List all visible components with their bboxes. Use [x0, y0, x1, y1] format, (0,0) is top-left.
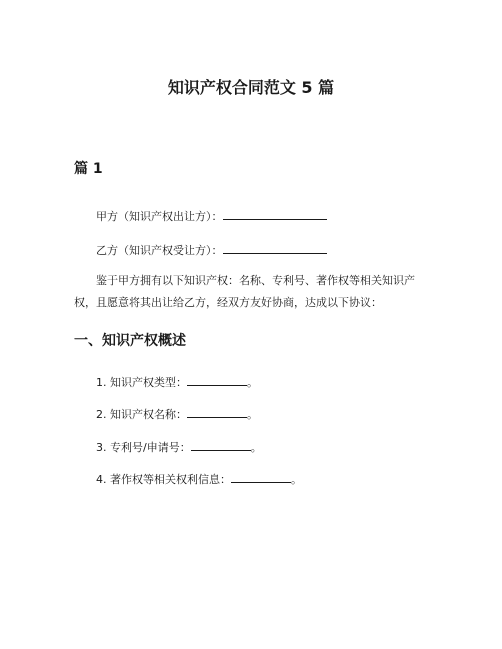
party-a-blank — [223, 209, 327, 220]
party-b-blank — [223, 243, 327, 254]
list-item-label: 1. 知识产权类型： — [96, 376, 187, 389]
list-item — [96, 440, 262, 456]
list-item-blank — [231, 472, 291, 483]
list-item — [96, 407, 258, 423]
list-item-label: 4. 著作权等相关权利信息： — [96, 473, 231, 486]
list-item — [96, 375, 258, 391]
list-item-end: 。 — [247, 376, 258, 389]
document-title: 知识产权合同范文 5 篇 — [167, 78, 335, 97]
party-a-line — [74, 206, 430, 228]
party-b-line — [74, 240, 430, 262]
list-item — [96, 472, 302, 488]
party-a-label: 甲方（知识产权出让方）： — [96, 210, 223, 223]
list-item-blank — [187, 375, 247, 386]
section-1-heading: 一、知识产权概述 — [74, 333, 186, 349]
list-item-end: 。 — [247, 408, 258, 421]
chapter-heading: 篇 1 — [74, 161, 103, 177]
intro-paragraph: 鉴于甲方拥有以下知识产权：名称、专利号、著作权等相关知识产权，且愿意将其出让给乙方，经双方友好协商，达成以下协议： — [74, 274, 415, 309]
list-item-blank — [191, 440, 251, 451]
list-item-end: 。 — [291, 473, 302, 486]
list-item-end: 。 — [250, 441, 262, 454]
party-b-label: 乙方（知识产权受让方）： — [96, 244, 223, 257]
list-item-label: 2. 知识产权名称： — [96, 408, 187, 421]
list-item-label: 3. 专利号/申请号： — [96, 441, 191, 454]
list-item-blank — [187, 407, 247, 418]
